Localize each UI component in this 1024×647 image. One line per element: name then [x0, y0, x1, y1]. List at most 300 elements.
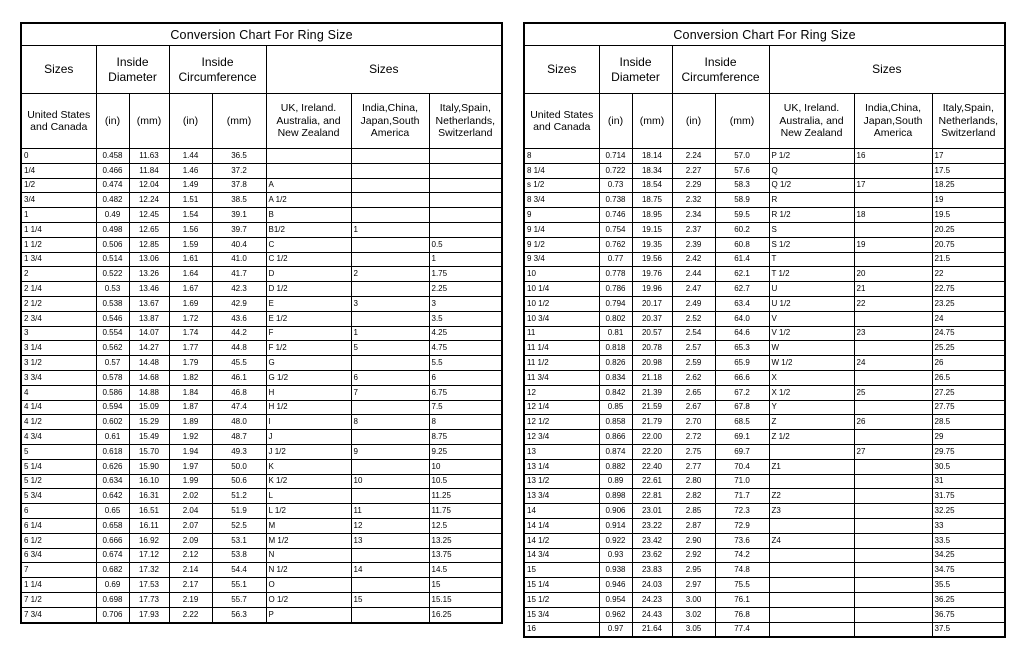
cell: 16.51 [129, 504, 169, 519]
cell: M 1/2 [266, 533, 351, 548]
cell [854, 193, 932, 208]
cell: 3 1/4 [21, 341, 96, 356]
cell: 73.6 [715, 533, 769, 548]
cell: 64.0 [715, 311, 769, 326]
table-row [21, 533, 502, 548]
table-row [21, 474, 502, 489]
table-row [524, 489, 1005, 504]
table-row [21, 607, 502, 622]
cell: 36.5 [212, 149, 266, 164]
cell: 11 1/4 [524, 341, 599, 356]
cell: 12 1/4 [524, 400, 599, 415]
cell: 2.59 [672, 356, 715, 371]
cell: 64.6 [715, 326, 769, 341]
cell: 41.7 [212, 267, 266, 282]
cell: 17 [932, 149, 1005, 164]
cell: 59.5 [715, 208, 769, 223]
table-body [21, 149, 502, 623]
cell [429, 222, 502, 237]
subheader-circumference-in: (in) [169, 94, 212, 149]
cell [854, 533, 932, 548]
cell: 18.95 [632, 208, 672, 223]
cell: U 1/2 [769, 296, 854, 311]
subheader-diameter-mm: (mm) [129, 94, 169, 149]
cell: 27.75 [932, 400, 1005, 415]
cell: 2.80 [672, 474, 715, 489]
cell: 60.8 [715, 237, 769, 252]
cell: 15.09 [129, 400, 169, 415]
cell: 21.18 [632, 370, 672, 385]
cell: L 1/2 [266, 504, 351, 519]
cell: 11.25 [429, 489, 502, 504]
table-row [524, 518, 1005, 533]
table-title: Conversion Chart For Ring Size [524, 23, 1005, 46]
cell: Z1 [769, 459, 854, 474]
cell [351, 607, 429, 622]
table-row [524, 252, 1005, 267]
cell [854, 252, 932, 267]
table-row [21, 267, 502, 282]
cell: 19.56 [632, 252, 672, 267]
table-row [524, 607, 1005, 622]
cell: 2.95 [672, 563, 715, 578]
cell: 67.8 [715, 400, 769, 415]
cell: 28.5 [932, 415, 1005, 430]
cell: 0.546 [96, 311, 129, 326]
cell [854, 163, 932, 178]
cell: 12.5 [429, 518, 502, 533]
cell: 5 1/2 [21, 474, 96, 489]
cell: G [266, 356, 351, 371]
cell [351, 400, 429, 415]
cell: 12.24 [129, 193, 169, 208]
cell: 0.746 [599, 208, 632, 223]
cell: M [266, 518, 351, 533]
table-row [21, 326, 502, 341]
cell: 50.6 [212, 474, 266, 489]
cell: 8 [429, 415, 502, 430]
table-row [21, 163, 502, 178]
cell [769, 518, 854, 533]
cell: 14 [351, 563, 429, 578]
cell: V [769, 311, 854, 326]
cell: 0.754 [599, 222, 632, 237]
cell: 0.922 [599, 533, 632, 548]
cell: 29.75 [932, 444, 1005, 459]
cell: 9 1/2 [524, 237, 599, 252]
cell: 0.858 [599, 415, 632, 430]
cell: 17.12 [129, 548, 169, 563]
cell: 2.57 [672, 341, 715, 356]
cell: 2.17 [169, 578, 212, 593]
cell: 0.762 [599, 237, 632, 252]
cell: 44.8 [212, 341, 266, 356]
cell: 15.15 [429, 592, 502, 607]
cell: 26 [932, 356, 1005, 371]
cell: 0.938 [599, 563, 632, 578]
cell: K [266, 459, 351, 474]
cell: 3 [351, 296, 429, 311]
cell: 27 [854, 444, 932, 459]
cell [351, 578, 429, 593]
cell: F 1/2 [266, 341, 351, 356]
table-title: Conversion Chart For Ring Size [21, 23, 502, 46]
cell: 11.63 [129, 149, 169, 164]
cell: 0.778 [599, 267, 632, 282]
cell: 38.5 [212, 193, 266, 208]
cell: 71.7 [715, 489, 769, 504]
cell: 53.8 [212, 548, 266, 563]
cell: 34.75 [932, 563, 1005, 578]
cell: 1 [429, 252, 502, 267]
cell: R [769, 193, 854, 208]
cell [854, 430, 932, 445]
cell: 0.89 [599, 474, 632, 489]
cell: 11.75 [429, 504, 502, 519]
cell: B1/2 [266, 222, 351, 237]
cell [854, 548, 932, 563]
table-row [21, 341, 502, 356]
cell: 37.8 [212, 178, 266, 193]
cell: 20.37 [632, 311, 672, 326]
cell: 0.61 [96, 430, 129, 445]
cell: 2.92 [672, 548, 715, 563]
cell: 2.75 [672, 444, 715, 459]
cell: J [266, 430, 351, 445]
cell: 2.24 [672, 149, 715, 164]
cell: 14.48 [129, 356, 169, 371]
cell: 27.25 [932, 385, 1005, 400]
cell: 1.97 [169, 459, 212, 474]
cell: 18.54 [632, 178, 672, 193]
cell: 2.82 [672, 489, 715, 504]
cell: 16.11 [129, 518, 169, 533]
cell: 74.2 [715, 548, 769, 563]
cell: 58.9 [715, 193, 769, 208]
cell: 1.61 [169, 252, 212, 267]
cell: 55.7 [212, 592, 266, 607]
cell: 13 3/4 [524, 489, 599, 504]
cell: 0.81 [599, 326, 632, 341]
cell: 65.3 [715, 341, 769, 356]
cell: 22.61 [632, 474, 672, 489]
cell: 14.88 [129, 385, 169, 400]
subheader-circumference-in: (in) [672, 94, 715, 149]
cell: 16 [854, 149, 932, 164]
cell [351, 548, 429, 563]
cell: 0.882 [599, 459, 632, 474]
cell: 2.39 [672, 237, 715, 252]
cell: 2.70 [672, 415, 715, 430]
cell: 19.76 [632, 267, 672, 282]
table-row [21, 563, 502, 578]
subheader-italy-spain: Italy,Spain, Netherlands, Switzerland [429, 94, 502, 149]
cell: 0.794 [599, 296, 632, 311]
table-row [524, 370, 1005, 385]
cell: 48.7 [212, 430, 266, 445]
cell: 1.99 [169, 474, 212, 489]
header-inside-circumference: Inside Circumference [672, 46, 769, 94]
cell: 1/4 [21, 163, 96, 178]
cell: 8 [524, 149, 599, 164]
cell: 15 [524, 563, 599, 578]
cell: 18.75 [632, 193, 672, 208]
cell: 2.49 [672, 296, 715, 311]
cell: 21.79 [632, 415, 672, 430]
table-header [21, 23, 502, 149]
table-row [21, 578, 502, 593]
cell: 12 3/4 [524, 430, 599, 445]
cell: 70.4 [715, 459, 769, 474]
cell: 0.874 [599, 444, 632, 459]
cell: 72.3 [715, 504, 769, 519]
cell: 7 3/4 [21, 607, 96, 622]
cell: 23.01 [632, 504, 672, 519]
cell: 20.17 [632, 296, 672, 311]
table-row [21, 430, 502, 445]
cell: 61.4 [715, 252, 769, 267]
cell: 1.92 [169, 430, 212, 445]
cell: 30.5 [932, 459, 1005, 474]
header-sizes-intl: Sizes [266, 46, 502, 94]
cell: 1.54 [169, 208, 212, 223]
table-row [524, 222, 1005, 237]
cell: 1.69 [169, 296, 212, 311]
cell: 11 [351, 504, 429, 519]
cell: 19.15 [632, 222, 672, 237]
cell [351, 163, 429, 178]
cell: 22.40 [632, 459, 672, 474]
cell [429, 193, 502, 208]
cell: 35.5 [932, 578, 1005, 593]
table-row [21, 296, 502, 311]
table-row [21, 222, 502, 237]
cell: 11 3/4 [524, 370, 599, 385]
cell: 20.57 [632, 326, 672, 341]
cell: 36.25 [932, 592, 1005, 607]
cell: 5 1/4 [21, 459, 96, 474]
cell: X [769, 370, 854, 385]
cell: K 1/2 [266, 474, 351, 489]
cell: 19.96 [632, 282, 672, 297]
cell: s 1/2 [524, 178, 599, 193]
cell [769, 622, 854, 637]
cell: 0.818 [599, 341, 632, 356]
cell: 13.25 [429, 533, 502, 548]
table-row [21, 311, 502, 326]
cell: 3 [21, 326, 96, 341]
cell: 22 [932, 267, 1005, 282]
cell: 10 1/4 [524, 282, 599, 297]
cell [854, 518, 932, 533]
cell: V 1/2 [769, 326, 854, 341]
cell: 15 1/2 [524, 592, 599, 607]
cell: P 1/2 [769, 149, 854, 164]
cell: 3 1/2 [21, 356, 96, 371]
cell [854, 474, 932, 489]
cell: 18.14 [632, 149, 672, 164]
cell: 19 [854, 237, 932, 252]
cell: 10 [524, 267, 599, 282]
cell: 16.31 [129, 489, 169, 504]
cell: 5.5 [429, 356, 502, 371]
table-row [21, 548, 502, 563]
table-row [21, 385, 502, 400]
cell: O [266, 578, 351, 593]
cell: I [266, 415, 351, 430]
table-row [524, 533, 1005, 548]
cell: 15.49 [129, 430, 169, 445]
cell: F [266, 326, 351, 341]
cell: 1 1/4 [21, 222, 96, 237]
cell: 14 [524, 504, 599, 519]
cell [769, 548, 854, 563]
cell: 18.25 [932, 178, 1005, 193]
cell: 0.586 [96, 385, 129, 400]
cell: 24.43 [632, 607, 672, 622]
table-row [21, 444, 502, 459]
cell: 37.5 [932, 622, 1005, 637]
cell [769, 578, 854, 593]
subheader-diameter-in: (in) [96, 94, 129, 149]
cell [854, 370, 932, 385]
cell: 4 3/4 [21, 430, 96, 445]
cell: Z3 [769, 504, 854, 519]
cell: 44.2 [212, 326, 266, 341]
cell: 13.67 [129, 296, 169, 311]
cell: 69.1 [715, 430, 769, 445]
cell [429, 163, 502, 178]
cell: 1.67 [169, 282, 212, 297]
cell: 54.4 [212, 563, 266, 578]
cell: 47.4 [212, 400, 266, 415]
cell: 22.20 [632, 444, 672, 459]
cell: 76.8 [715, 607, 769, 622]
table-row [524, 385, 1005, 400]
table-row [524, 237, 1005, 252]
cell: 4.25 [429, 326, 502, 341]
cell: 12.45 [129, 208, 169, 223]
cell: 31 [932, 474, 1005, 489]
cell: 15.70 [129, 444, 169, 459]
cell: 2.19 [169, 592, 212, 607]
cell: 6.75 [429, 385, 502, 400]
cell: 17.93 [129, 607, 169, 622]
cell: 11 [524, 326, 599, 341]
cell: 20 [854, 267, 932, 282]
cell: 15 [351, 592, 429, 607]
cell: 1.89 [169, 415, 212, 430]
table-row [524, 282, 1005, 297]
cell: 1/2 [21, 178, 96, 193]
cell: 17.32 [129, 563, 169, 578]
cell: 0.474 [96, 178, 129, 193]
cell: C 1/2 [266, 252, 351, 267]
cell: 36.75 [932, 607, 1005, 622]
table-row [524, 311, 1005, 326]
cell: 15 1/4 [524, 578, 599, 593]
cell: 9 [524, 208, 599, 223]
cell: 26 [854, 415, 932, 430]
subheader-italy-spain: Italy,Spain, Netherlands, Switzerland [932, 94, 1005, 149]
cell [351, 252, 429, 267]
cell: 51.9 [212, 504, 266, 519]
table-row [21, 518, 502, 533]
table-row [524, 622, 1005, 637]
cell: 0.866 [599, 430, 632, 445]
cell: 0.5 [429, 237, 502, 252]
cell: 1 3/4 [21, 252, 96, 267]
table-row [524, 504, 1005, 519]
cell: 2.47 [672, 282, 715, 297]
cell: 6 [21, 504, 96, 519]
cell: 14.68 [129, 370, 169, 385]
table-row [524, 193, 1005, 208]
cell: 13.06 [129, 252, 169, 267]
cell: 21.64 [632, 622, 672, 637]
cell: 2.29 [672, 178, 715, 193]
cell: 3 [429, 296, 502, 311]
table-row [524, 430, 1005, 445]
cell: 0.666 [96, 533, 129, 548]
cell: 13.26 [129, 267, 169, 282]
table-row [524, 415, 1005, 430]
table-row [524, 178, 1005, 193]
cell: 1.74 [169, 326, 212, 341]
cell: 25 [854, 385, 932, 400]
cell: 10 3/4 [524, 311, 599, 326]
subheader-uk-ireland: UK, Ireland. Australia, and New Zealand [769, 94, 854, 149]
subheader-india-china: India,China, Japan,South America [351, 94, 429, 149]
cell: 19.5 [932, 208, 1005, 223]
cell: 0.722 [599, 163, 632, 178]
table-row [524, 563, 1005, 578]
cell: 20.78 [632, 341, 672, 356]
cell: 0.538 [96, 296, 129, 311]
cell: C [266, 237, 351, 252]
table-row [524, 341, 1005, 356]
cell: 1.72 [169, 311, 212, 326]
cell: 22 [854, 296, 932, 311]
cell: 0.962 [599, 607, 632, 622]
subheader-diameter-mm: (mm) [632, 94, 672, 149]
cell: 53.1 [212, 533, 266, 548]
table-row [524, 163, 1005, 178]
cell: 0.458 [96, 149, 129, 164]
cell: 11 1/2 [524, 356, 599, 371]
cell: 2.25 [429, 282, 502, 297]
cell: 24.23 [632, 592, 672, 607]
cell: 10 [429, 459, 502, 474]
cell: 0.85 [599, 400, 632, 415]
cell: 0.714 [599, 149, 632, 164]
cell [769, 607, 854, 622]
table-row [524, 356, 1005, 371]
table-row [524, 548, 1005, 563]
cell: 32.25 [932, 504, 1005, 519]
table-row [21, 252, 502, 267]
cell: 51.2 [212, 489, 266, 504]
table-body [524, 149, 1005, 638]
cell: 7.5 [429, 400, 502, 415]
cell: 3 3/4 [21, 370, 96, 385]
cell [351, 356, 429, 371]
cell: 77.4 [715, 622, 769, 637]
cell: 2.04 [169, 504, 212, 519]
cell: 12 [524, 385, 599, 400]
cell: 8.75 [429, 430, 502, 445]
cell: 0.626 [96, 459, 129, 474]
